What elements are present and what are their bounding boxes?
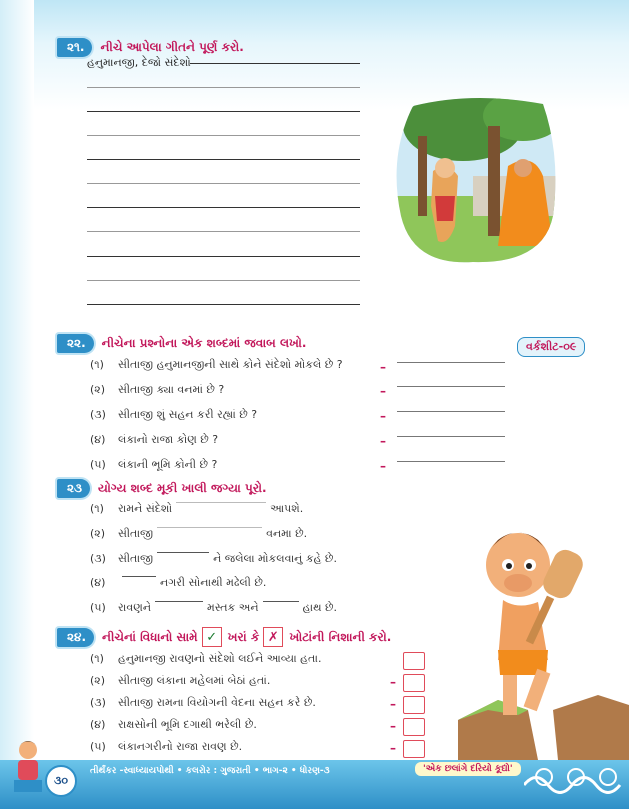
q23-item-5: (૫) રાવણને મસ્તક અને હાથ છે. <box>90 601 338 614</box>
q22-item-4: (૪) લંકાનો રાજા કોણ છે ? <box>90 433 219 446</box>
q24-item-4: (૪) રાક્ષસોની ભૂમિ દગાથી ભરેલી છે. <box>90 718 257 731</box>
q23-blank-4[interactable] <box>122 576 156 577</box>
q21-title: નીચે આપેલા ગીતને પૂર્ણ કરો. <box>100 40 244 54</box>
q22-item-5: (૫) લંકાની ભૂમિ કોની છે ? <box>90 458 218 471</box>
q24-answer-box-4[interactable] <box>403 718 425 736</box>
q23-item-3: (૩) સીતાજી ને જલેલા મોકલવાનું કહે છે. <box>90 552 337 565</box>
q21-answer-line-3[interactable] <box>87 111 360 112</box>
q23-item-1: (૧) રામને સંદેશો આપશે. <box>90 502 304 515</box>
boy-reading-icon <box>8 738 48 800</box>
hanuman-sita-illustration <box>393 96 558 266</box>
q22-title: નીચેના પ્રશ્નોના એક શબ્દમાં જવાબ લખો. <box>101 336 307 350</box>
q24-item-3: (૩) સીતાજી રામના વિયોગની વેદના સહન કરે છે. <box>90 696 316 709</box>
q22-number: ૨૨. <box>57 334 94 353</box>
q24-item-2: (૨) સીતાજી લંકાના મહેલમાં બેઠાં હતાં. <box>90 674 271 687</box>
q22-dash-5: – <box>380 459 386 473</box>
q22-dash-3: – <box>380 409 386 423</box>
q24-number: ૨૪. <box>57 628 94 647</box>
footer-banner: 'એક છલાંગે દરિયો કૂદ્યો' <box>415 762 521 776</box>
q22-answer-line-4[interactable] <box>397 436 505 437</box>
q22-heading <box>57 334 306 353</box>
q24-answer-box-5[interactable] <box>403 740 425 758</box>
q21-answer-line-11[interactable] <box>87 304 360 305</box>
q23-title: યોગ્ય શબ્દ મૂકી ખાલી જગ્યા પૂરો. <box>98 481 267 495</box>
q22-dash-4: – <box>380 434 386 448</box>
q23-item-4: (૪) નગરી સોનાથી મઢેલી છે. <box>90 576 267 589</box>
q24-title-a: નીચેનાં વિધાનો સામે <box>102 629 198 644</box>
q24-item-1: (૧) હનુમાનજી રાવણનો સંદેશો લઈને આવ્યા હતા. <box>90 652 322 665</box>
worksheet-badge: વર્કશીટ-૦૯ <box>517 337 585 357</box>
q21-answer-line-7[interactable] <box>87 207 360 208</box>
q23-blank-3[interactable] <box>157 552 209 553</box>
q22-item-2: (૨) સીતાજી ક્યા વનમાં છે ? <box>90 383 225 396</box>
check-mark-icon: ✓ <box>202 627 222 647</box>
q21-answer-line-1[interactable] <box>190 63 360 64</box>
q22-answer-line-5[interactable] <box>397 461 505 462</box>
q23-blank-1[interactable] <box>176 502 266 503</box>
q22-answer-line-3[interactable] <box>397 411 505 412</box>
page-number: ૩૦ <box>45 765 77 797</box>
q21-first-line: હનુમાનજી, દેજો સંદેશો <box>87 56 191 69</box>
hanuman-cartoon-illustration <box>458 510 629 760</box>
q24-dash-4: – <box>390 719 396 733</box>
q23-number: ૨૩ <box>57 479 90 498</box>
q21-answer-line-8[interactable] <box>87 231 360 232</box>
q21-number: ૨૧. <box>57 38 92 57</box>
q23-item-2: (૨) સીતાજી વનમા છે. <box>90 527 308 540</box>
q23-blank-5b[interactable] <box>263 601 299 602</box>
q22-item-1: (૧) સીતાજી હનુમાનજીની સાથે કોને સંદેશો મોકલે છે ? <box>90 358 343 371</box>
q24-dash-3: – <box>390 697 396 711</box>
q22-answer-line-1[interactable] <box>397 362 505 363</box>
q24-answer-box-2[interactable] <box>403 674 425 692</box>
q24-answer-box-3[interactable] <box>403 696 425 714</box>
q24-heading <box>57 627 391 647</box>
q24-title-b: ખરાં કે <box>227 629 260 644</box>
q21-answer-line-9[interactable] <box>87 256 360 257</box>
q22-dash-2: – <box>380 384 386 398</box>
q24-dash-2: – <box>390 675 396 689</box>
q21-answer-line-4[interactable] <box>87 135 360 136</box>
q21-answer-line-5[interactable] <box>87 159 360 160</box>
q21-answer-line-2[interactable] <box>87 87 360 88</box>
q21-heading <box>57 38 244 57</box>
q21-answer-line-6[interactable] <box>87 183 360 184</box>
cross-mark-icon: ✗ <box>263 627 283 647</box>
page-background-left <box>0 0 34 809</box>
q24-title-c: ખોટાંની નિશાની કરો. <box>289 629 392 644</box>
q23-blank-5a[interactable] <box>155 601 203 602</box>
q22-dash-1: – <box>380 360 386 374</box>
q21-answer-line-10[interactable] <box>87 280 360 281</box>
q24-item-5: (૫) લંકાનગરીનો રાજા રાવણ છે. <box>90 740 243 753</box>
q24-dash-5: – <box>390 741 396 755</box>
footer-text: તીર્થંકર -સ્વાધ્યાયપોથી • કલરોર : ગુજરાતી • ભાગ-૨ • ધોરણ-૩ <box>90 766 330 776</box>
wave-decoration-icon <box>524 765 629 795</box>
q23-heading <box>57 479 267 498</box>
q22-item-3: (૩) સીતાજી શું સહન કરી રહ્યાં છે ? <box>90 408 258 421</box>
q23-blank-2[interactable] <box>157 527 262 528</box>
q22-answer-line-2[interactable] <box>397 386 505 387</box>
q24-answer-box-1[interactable] <box>403 652 425 670</box>
